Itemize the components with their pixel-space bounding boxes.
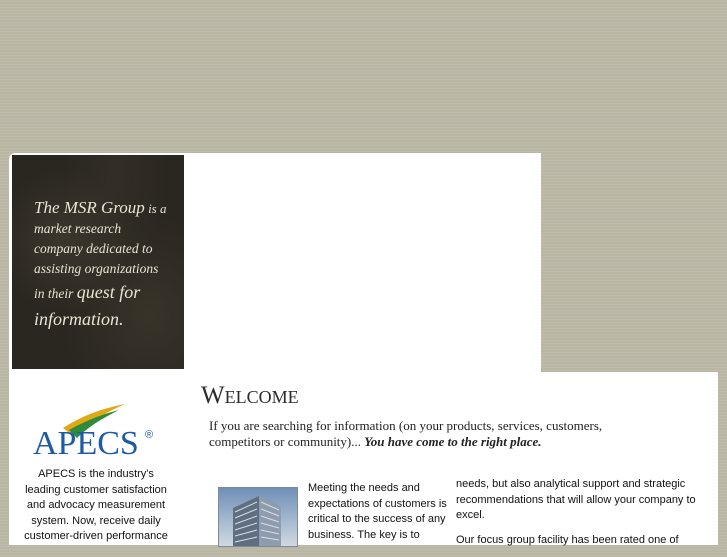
hero-tagline-panel — [12, 155, 184, 369]
intro-text: If you are searching for information (on your products, services, customers, competitors or community)... — [209, 418, 603, 449]
tagline-emphasis: quest for — [76, 282, 141, 302]
tagline-text: in their — [34, 286, 77, 301]
tagline-text: is a — [144, 201, 167, 216]
building-icon — [219, 488, 298, 547]
body-paragraph: needs, but also analytical support and strategic recommendations that will allow your company to excel. — [456, 478, 696, 521]
body-paragraph: Our focus group facility has been rated one of — [456, 533, 679, 546]
hero-tagline — [34, 198, 182, 331]
tagline-text: assisting organizations — [34, 261, 159, 276]
logo-wordmark: APECS — [33, 425, 139, 458]
page-title: Welcome — [201, 382, 299, 409]
apecs-logo[interactable] — [33, 402, 163, 458]
building-photo — [218, 487, 298, 547]
tagline-text: market research — [34, 221, 122, 236]
tagline-text: company dedicated to — [34, 241, 153, 256]
welcome-intro — [209, 418, 629, 450]
tagline-emphasis: information. — [34, 309, 124, 329]
apecs-description: APECS is the industry's leading customer satisfaction and advocacy measurement system. Now, receive daily customer-driven performance — [24, 468, 168, 542]
tagline-company: The MSR Group — [34, 198, 145, 217]
registered-mark: ® — [145, 429, 154, 441]
body-column-2 — [456, 477, 696, 557]
body-column-1: Meeting the needs and expectations of customers is critical to the success of any business. The key is to — [308, 482, 447, 541]
main-content — [9, 372, 718, 545]
intro-emphasis: You have come to the right place. — [364, 434, 542, 449]
